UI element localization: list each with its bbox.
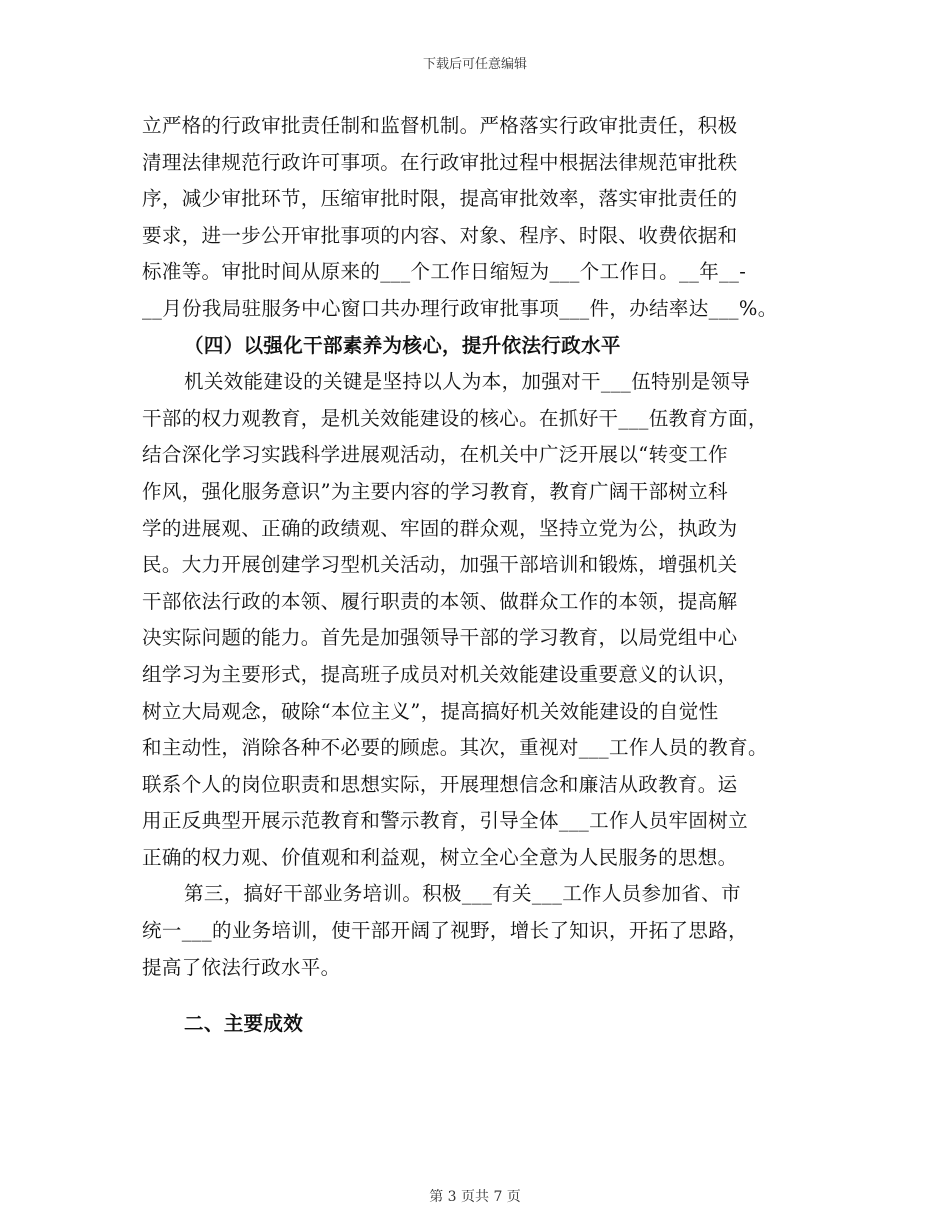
paragraph-line: 清理法律规范行政许可事项。在行政审批过程中根据法律规范审批秩 <box>142 150 738 174</box>
paragraph-line: 组学习为主要形式，提高班子成员对机关效能建设重要意义的认识， <box>142 662 738 686</box>
paragraph-line: 民。大力开展创建学习型机关活动，加强干部培训和锻炼，增强机关 <box>142 553 738 577</box>
paragraph-line: 决实际问题的能力。首先是加强领导干部的学习教育，以局党组中心 <box>142 626 738 650</box>
paragraph-line: 树立大局观念，破除“本位主义”，提高搞好机关效能建设的自觉性 <box>142 699 719 723</box>
paragraph-line: 标准等。审批时间从原来的___个工作日缩短为___个工作日。__年__- <box>142 260 747 284</box>
section-heading-4: （四）以强化干部素养为核心，提升依法行政水平 <box>184 333 621 357</box>
paragraph-line: __月份我局驻服务中心窗口共办理行政审批事项___件，办结率达___%。 <box>142 296 778 320</box>
paragraph-line: 作风，强化服务意识”为主要内容的学习教育，教育广阔干部树立科 <box>142 479 728 503</box>
paragraph-line: 机关效能建设的关键是坚持以人为本，加强对干___伍特别是领导 <box>184 370 751 394</box>
paragraph-line: 干部依法行政的本领、履行职责的本领、做群众工作的本领，提高解 <box>142 589 738 613</box>
document-body <box>142 108 822 1043</box>
paragraph-line: 用正反典型开展示范教育和警示教育，引导全体___工作人员牢固树立 <box>142 809 748 833</box>
paragraph-line: 正确的权力观、价值观和利益观，树立全心全意为人民服务的思想。 <box>142 845 738 869</box>
paragraph-line: 提高了依法行政水平。 <box>142 955 341 979</box>
paragraph-line: 结合深化学习实践科学进展观活动，在机关中广泛开展以“转变工作 <box>142 443 728 467</box>
page-header: 下载后可任意编辑 <box>422 57 527 72</box>
paragraph-line: 干部的权力观教育，是机关效能建设的核心。在抓好干___伍教育方面， <box>142 406 768 430</box>
paragraph-line: 序，减少审批环节，压缩审批时限，提高审批效率，落实审批责任的 <box>142 187 738 211</box>
paragraph-line: 和主动性，消除各种不必要的顾虑。其次，重视对___工作人员的教育。 <box>142 736 768 760</box>
paragraph-line: 学的进展观、正确的政绩观、牢固的群众观，坚持立党为公，执政为 <box>142 516 738 540</box>
paragraph-line: 立严格的行政审批责任制和监督机制。严格落实行政审批责任，积极 <box>142 114 738 137</box>
paragraph-line: 要求，进一步公开审批事项的内容、对象、程序、时限、收费依据和 <box>142 223 738 247</box>
paragraph-line: 联系个人的岗位职责和思想实际，开展理想信念和廉洁从政教育。运 <box>142 772 738 796</box>
section-heading-main-results: 二、主要成效 <box>184 1012 304 1036</box>
paragraph-line: 第三，搞好干部业务培训。积极___有关___工作人员参加省、市 <box>184 882 741 906</box>
page-footer: 第 3 页共 7 页 <box>429 1189 521 1205</box>
paragraph-line: 统一___的业务培训，使干部开阔了视野，增长了知识，开拓了思路， <box>142 919 748 943</box>
